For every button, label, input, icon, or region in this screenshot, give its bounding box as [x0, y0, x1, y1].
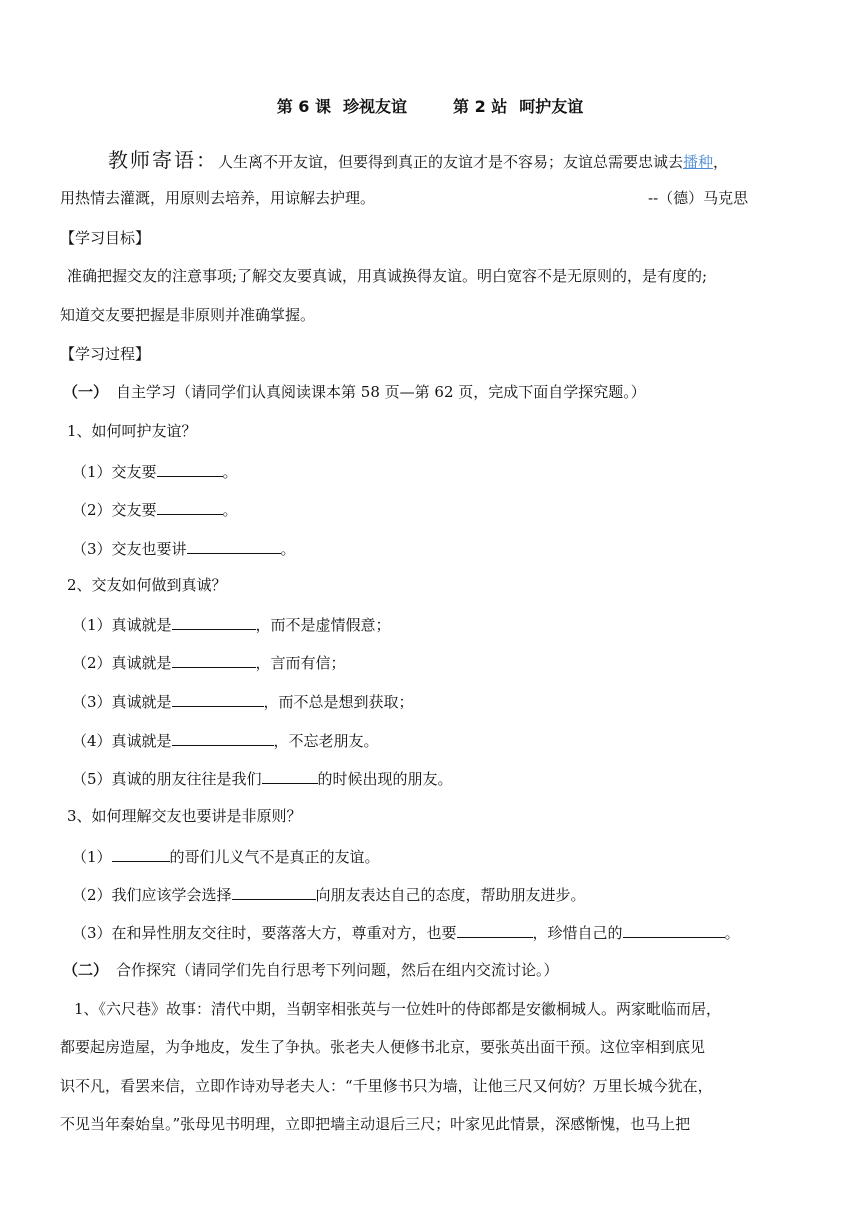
q2-item-5-text: （5）真诚的朋友往往是我们 — [72, 770, 262, 788]
teacher-message-text1: 人生离不开友谊，但要得到真正的友谊才是不容易；友谊总需要忠诚去 — [218, 153, 684, 171]
sowing-link[interactable]: 播种 — [683, 153, 714, 171]
story-line1: 1、《六尺巷》故事：清代中期，当朝宰相张英与一位姓叶的侍郎都是安徽桐城人。两家毗临而居， — [74, 1000, 722, 1018]
q2-item-1-text: （1）真诚就是 — [72, 616, 172, 634]
q2-item-5-end: 的时候出现的朋友。 — [317, 770, 453, 788]
q2-title: 2、交友如何做到真诚？ — [67, 576, 227, 594]
q1-item-3-text: （3）交友也要讲 — [72, 540, 187, 558]
part1-line — [63, 382, 646, 402]
q1-item-1 — [72, 460, 238, 482]
story-line2: 都要起房造屋，为争地皮，发生了争执。张老夫人便修书北京，要张英出面干预。这位宰相到底见 — [60, 1038, 706, 1056]
goals-heading: 【学习目标】 — [60, 229, 151, 247]
answer-blank[interactable] — [172, 613, 256, 630]
q1-item-1-text: （1）交友要 — [72, 463, 157, 481]
answer-blank[interactable] — [172, 729, 274, 746]
q3-item-1-number: （1） — [72, 848, 112, 866]
teacher-message-label: 教师寄语： — [108, 148, 218, 172]
q1-item-3 — [72, 537, 296, 559]
q3-item-3-text: （3）在和异性朋友交往时，要落落大方，尊重对方，也要 — [72, 924, 457, 942]
answer-blank[interactable] — [457, 921, 533, 938]
q3-item-1 — [72, 845, 380, 867]
q3-item-2 — [72, 883, 586, 905]
q2-item-2 — [72, 651, 346, 673]
answer-blank[interactable] — [623, 921, 725, 938]
part1-marker: （一） — [63, 383, 109, 401]
q2-item-3 — [72, 690, 414, 712]
station-number: 第 2 站 — [453, 97, 508, 116]
q1-title: 1、如何呵护友谊？ — [67, 422, 197, 440]
process-heading: 【学习过程】 — [60, 345, 151, 363]
answer-blank[interactable] — [157, 498, 223, 515]
q2-item-1 — [72, 613, 391, 635]
part2-text: 合作探究（请同学们先自行思考下列问题，然后在组内交流讨论。） — [116, 961, 559, 979]
q1-item-1-end: 。 — [222, 463, 238, 481]
q2-item-2-text: （2）真诚就是 — [72, 654, 172, 672]
goals-line2: 知道交友要把握是非原则并准确掌握。 — [60, 306, 316, 324]
q2-item-3-text: （3）真诚就是 — [72, 693, 172, 711]
q3-item-3-mid: ，珍惜自己的 — [532, 924, 623, 942]
goals-line1: 准确把握交友的注意事项;了解交友要真诚，用真诚换得友谊。明白宽容不是无原则的，是有度的; — [67, 267, 708, 285]
teacher-message-text2: 用热情去灌溉，用原则去培养，用谅解去护理。 — [60, 189, 376, 207]
q2-item-4-text: （4）真诚就是 — [72, 732, 172, 750]
q3-item-3 — [72, 921, 740, 943]
answer-blank[interactable] — [112, 845, 170, 862]
answer-blank[interactable] — [187, 537, 281, 554]
q3-item-3-end: 。 — [724, 924, 740, 942]
lesson-name: 珍视友谊 — [342, 97, 407, 116]
q2-item-1-end: ，而不是虚情假意； — [255, 616, 391, 634]
answer-blank[interactable] — [172, 651, 256, 668]
answer-blank[interactable] — [232, 883, 316, 900]
q3-title: 3、如何理解交友也要讲是非原则？ — [67, 807, 302, 825]
part1-text: 自主学习（请同学们认真阅读课本第 58 页—第 62 页，完成下面自学探究题。） — [116, 383, 646, 401]
answer-blank[interactable] — [172, 690, 264, 707]
teacher-message-line2 — [60, 188, 375, 208]
q2-item-2-end: ，言而有信； — [255, 654, 346, 672]
q2-item-4-end: ，不忘老朋友。 — [273, 732, 379, 750]
q1-item-2-end: 。 — [222, 501, 238, 519]
q2-item-4 — [72, 729, 379, 751]
page-title — [0, 97, 860, 117]
story-line4: 不见当年秦始皇。”张母见书明理，立即把墙主动退后三尺；叶家见此情景，深感惭愧，也马上把 — [60, 1115, 691, 1133]
part2-marker: （二） — [63, 961, 109, 979]
story-line3: 识不凡，看罢来信，立即作诗劝导老夫人：“千里修书只为墙，让他三尺又何妨？万里长城今犹在， — [60, 1077, 713, 1095]
q3-item-2-end: 向朋友表达自己的态度，帮助朋友进步。 — [315, 886, 586, 904]
quote-author: --（德）马克思 — [648, 189, 749, 207]
answer-blank[interactable] — [157, 460, 223, 477]
q1-item-2 — [72, 498, 238, 520]
teacher-message-text1-end: ， — [713, 153, 729, 171]
part2-line — [63, 960, 559, 980]
q2-item-5 — [72, 767, 453, 789]
lesson-number: 第 6 课 — [276, 97, 331, 116]
q3-item-2-text: （2）我们应该学会选择 — [72, 886, 232, 904]
q2-item-3-end: ，而不总是想到获取； — [263, 693, 414, 711]
station-name: 呵护友谊 — [519, 97, 584, 116]
answer-blank[interactable] — [262, 767, 318, 784]
q1-item-3-end: 。 — [280, 540, 296, 558]
teacher-message-line1 — [108, 147, 728, 175]
q1-item-2-text: （2）交友要 — [72, 501, 157, 519]
q3-item-1-text: 的哥们儿义气不是真正的友谊。 — [169, 848, 380, 866]
